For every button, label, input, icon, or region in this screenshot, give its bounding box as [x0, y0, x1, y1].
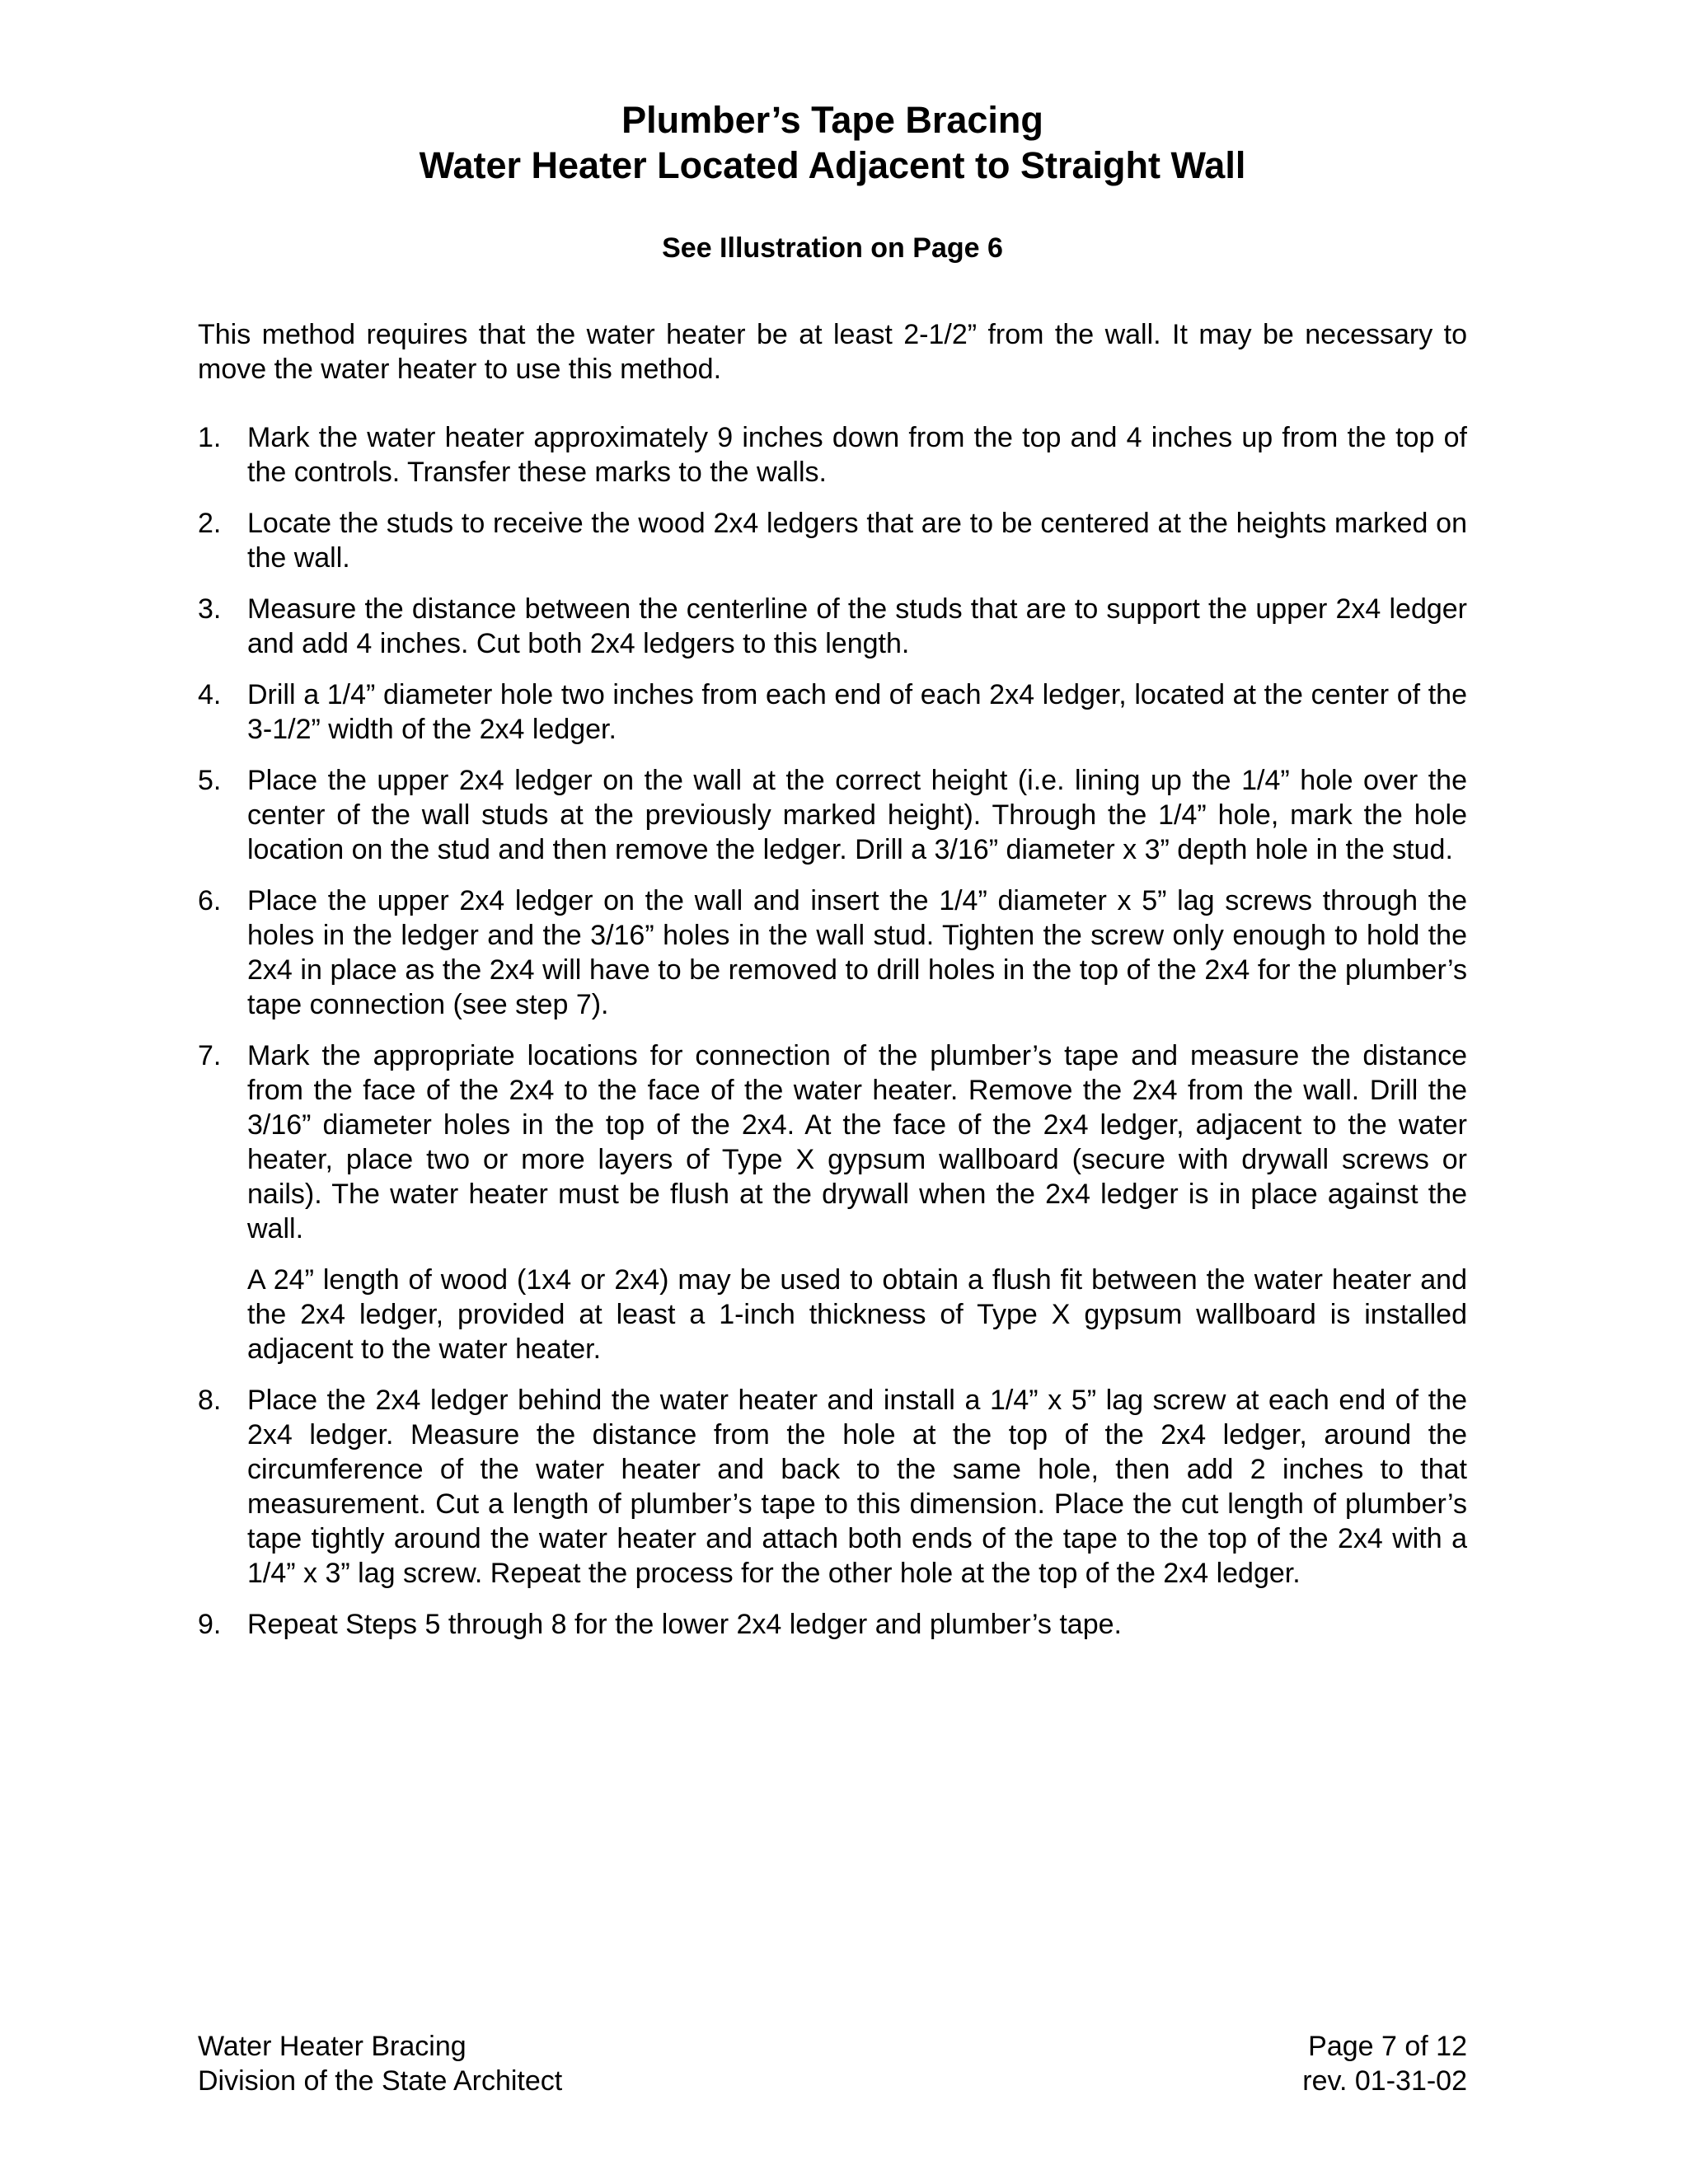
- step-number: 6.: [198, 885, 222, 916]
- step-item-4: [198, 677, 1467, 747]
- step-number: 2.: [198, 508, 222, 539]
- step-item-9: [198, 1607, 1467, 1642]
- step-text: Place the 2x4 ledger behind the water heater and install a 1/4” x 5” lag screw at each end of the 2x4 ledger. Measure the distance from the hole at the top of the 2x4 ledger, around the circumference of the water heater and back to the same hole, then add 2 inches to that measurement. Cut a length of plumber’s tape to this dimension. Place the cut length of plumber’s tape tightly around the water heater and attach both ends of the tape to the top of the 2x4 with a 1/4” x 3” lag screw. Repeat the process for the other hole at the top of the 2x4 ledger.: [247, 1385, 1467, 1589]
- step-item-8: [198, 1383, 1467, 1591]
- step-text: Place the upper 2x4 ledger on the wall and insert the 1/4” diameter x 5” lag screws through the holes in the ledger and the 3/16” holes in the wall stud. Tighten the screw only enough to hold the 2x4 in place as the 2x4 will have to be removed to drill holes in the top of the 2x4 for the plumber’s tape connection (see step 7).: [247, 885, 1467, 1020]
- step-text: Repeat Steps 5 through 8 for the lower 2x4 ledger and plumber’s tape.: [247, 1609, 1122, 1640]
- step-number: 7.: [198, 1040, 222, 1071]
- step-number: 5.: [198, 765, 222, 796]
- step-text: Measure the distance between the centerline of the studs that are to support the upper 2x4 ledger and add 4 inches. Cut both 2x4 ledgers to this length.: [247, 593, 1467, 659]
- step-number: 3.: [198, 593, 222, 625]
- step-item-3: [198, 592, 1467, 661]
- step-item-6: [198, 883, 1467, 1022]
- footer-document-title: Water Heater Bracing: [198, 2031, 467, 2062]
- step-item-5: [198, 763, 1467, 867]
- steps-list: [198, 420, 1467, 1658]
- footer-left: [198, 2029, 562, 2098]
- step-text: Place the upper 2x4 ledger on the wall at the correct height (i.e. lining up the 1/4” hole over the center of the wall studs at the previously marked height). Through the 1/4” hole, mark the hole location on the stud and then remove the ledger. Drill a 3/16” diameter x 3” depth hole in the stud.: [247, 765, 1467, 865]
- step-number: 9.: [198, 1609, 222, 1640]
- footer-page-number: Page 7 of 12: [1308, 2031, 1467, 2062]
- step-number: 8.: [198, 1385, 222, 1416]
- illustration-reference: See Illustration on Page 6: [662, 232, 1003, 264]
- step-text: Mark the water heater approximately 9 inches down from the top and 4 inches up from the top of the controls. Transfer these marks to the walls.: [247, 422, 1467, 488]
- title-line-2: Water Heater Located Adjacent to Straight Wall: [419, 144, 1246, 186]
- step-text: Mark the appropriate locations for connection of the plumber’s tape and measure the distance from the face of the 2x4 to the face of the water heater. Remove the 2x4 from the wall. Drill the 3/16” diameter holes in the top of the 2x4. At the face of the 2x4 ledger, adjacent to the water heater, place two or more layers of Type X gypsum wallboard (secure with drywall screws or nails). The water heater must be flush at the drywall when the 2x4 ledger is in place against the wall.: [247, 1040, 1467, 1244]
- step-item-7: [198, 1038, 1467, 1366]
- footer-revision: rev. 01-31-02: [1302, 2065, 1467, 2097]
- footer-division: Division of the State Architect: [198, 2065, 563, 2097]
- step-text: Drill a 1/4” diameter hole two inches from each end of each 2x4 ledger, located at the center of the 3-1/2” width of the 2x4 ledger.: [247, 679, 1467, 745]
- footer-right: [1302, 2029, 1467, 2098]
- intro-paragraph: This method requires that the water heater be at least 2-1/2” from the wall. It may be necessary to move the water heater to use this method.: [198, 319, 1467, 385]
- step-number: 4.: [198, 679, 222, 710]
- document-page: [198, 0, 1467, 2184]
- step-item-1: [198, 420, 1467, 490]
- step-note: A 24” length of wood (1x4 or 2x4) may be used to obtain a flush fit between the water heater and the 2x4 ledger, provided at least a 1-inch thickness of Type X gypsum wallboard is installed adjacent to the water heater.: [247, 1264, 1467, 1365]
- step-item-2: [198, 506, 1467, 575]
- step-text: Locate the studs to receive the wood 2x4 ledgers that are to be centered at the heights marked on the wall.: [247, 508, 1467, 574]
- title-line-1: Plumber’s Tape Bracing: [621, 99, 1043, 141]
- page-title: [198, 97, 1467, 188]
- step-number: 1.: [198, 422, 222, 453]
